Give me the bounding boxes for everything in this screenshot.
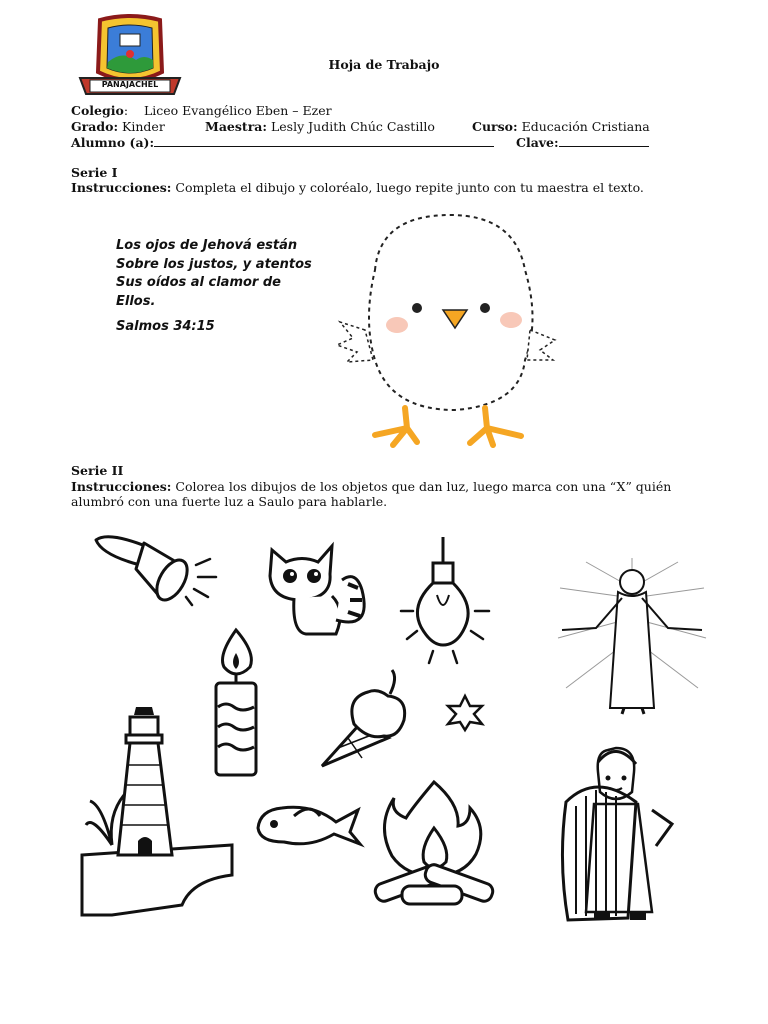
lightbulb-icon[interactable] [395,535,495,665]
fish-icon[interactable] [254,798,364,848]
verse-line: Sus oídos al clamor de [116,275,281,290]
campfire-icon[interactable] [372,778,497,913]
verse-reference: Salmos 34:15 [116,319,215,334]
curso-value: Educación Cristiana [521,119,650,134]
serie2-instr-label: Instrucciones: [71,479,172,494]
cat-icon[interactable] [262,540,380,640]
serie2-instructions [71,479,711,495]
colegio-value: Liceo Evangélico Eben – Ezer [143,103,332,118]
serie2-instructions-line2: alumbró con una fuerte luz a Saulo para hablarle. [71,494,388,509]
lighthouse-icon[interactable] [82,705,242,915]
ice-cream-icon[interactable] [318,668,413,768]
verse-line: Ellos. [116,293,156,309]
maestra-value: Lesly Judith Chúc Castillo [270,119,435,134]
serie1-instructions [71,180,644,196]
curso-label: Curso: [472,119,518,134]
grado-value: Kinder [122,119,165,134]
verse-line: Los ojos de Jehová están [116,238,298,253]
maestra-label: Maestra: [205,119,267,134]
colegio-label: Colegio [71,103,124,118]
clave-blank[interactable] [559,135,649,147]
chick-outline-icon [335,210,560,455]
serie1-heading: Serie I [71,165,118,180]
page-title: Hoja de Trabajo [328,57,440,72]
logo-banner-text: PANAJACHEL [101,80,159,89]
flashlight-icon[interactable] [88,525,228,605]
alumno-blank[interactable] [154,135,494,147]
clave-line [516,135,649,151]
grado-label: Grado: [71,119,119,134]
curso-line [472,119,650,135]
serie2-instr-text-1: Colorea los dibujos de los objetos que dan luz, luego marca con una “X” quién [175,479,672,494]
alumno-label: Alumno (a): [71,135,155,150]
serie1-instr-text: Completa el dibujo y coloréalo, luego repite junto con tu maestra el texto. [175,180,644,195]
clave-label: Clave: [516,135,559,150]
star-icon[interactable] [446,694,484,732]
jesus-radiant-icon[interactable] [556,558,708,718]
verse-line: Sobre los justos, y atentos [116,256,312,272]
boy-with-harp-icon[interactable] [556,742,686,924]
verse-block [116,237,312,337]
alumno-line [71,135,494,151]
serie1-instr-label: Instrucciones: [71,180,172,195]
colegio-line: Colegio: Liceo Evangélico Eben – Ezer [71,103,332,118]
serie2-heading: Serie II [71,463,124,478]
maestra-line [205,119,435,135]
